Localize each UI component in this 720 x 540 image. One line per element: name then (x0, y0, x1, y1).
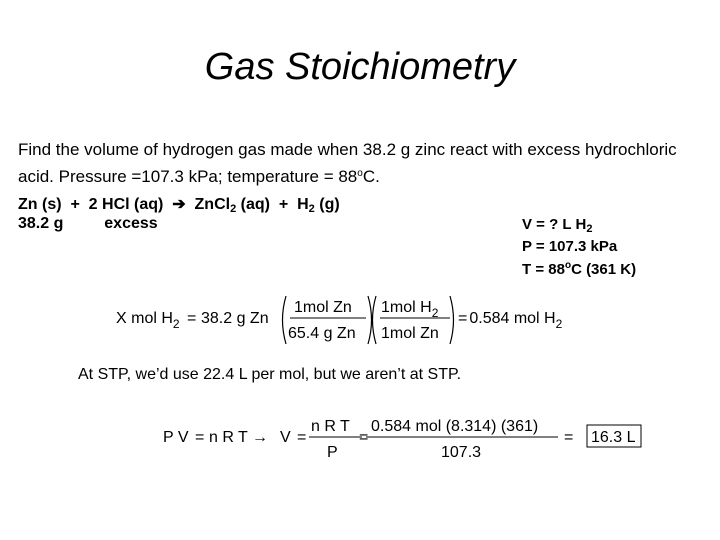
conversion-start: 38.2 g Zn (201, 310, 269, 327)
gas-law-nrt: n R T (209, 429, 248, 446)
zn-mass: 38.2 g (18, 215, 64, 232)
given-volume: V = ? L $H_2$ (522, 216, 593, 235)
frac2-numerator: 0.584 mol (8.314) (361) (371, 418, 539, 435)
paren-right-1 (368, 296, 372, 344)
conversion-result: = 0.584 mol $H_2$ (458, 310, 563, 331)
factor1-numerator: 1mol Zn (294, 299, 352, 316)
factor1-denominator: 65.4 g Zn (288, 325, 356, 342)
page-title: Gas Stoichiometry (204, 46, 516, 88)
gas-law-v: V (280, 429, 291, 446)
balanced-equation: Zn (s) + 2 HCl (aq) ➔ ZnCl$_2$ $(aq) + H_2$ (g) (18, 196, 340, 215)
paren-left-2 (373, 296, 377, 344)
gas-law-equals-2: = (297, 429, 307, 446)
paren-left-1 (283, 296, 287, 344)
given-pressure: P = 107.3 kPa (522, 238, 618, 255)
gas-law-equals-4: = (564, 429, 574, 446)
reactant-zn: Zn (s) (18, 196, 62, 213)
product-zncl2: ZnCl$_2$ (aq) (194, 196, 270, 215)
problem-line-1: Find the volume of hydrogen gas made when 38.2 g zinc react with excess hydrochloric (18, 140, 677, 159)
frac1-numerator: n R T (311, 418, 350, 435)
stp-note: At STP, we’d use 22.4 L per mol, but we aren’t at STP. (78, 366, 462, 383)
implies-arrow-icon: → (252, 429, 268, 446)
conversion-equals: = (187, 310, 197, 327)
conversion-lhs: X mol $H_2$ (116, 310, 180, 331)
paren-right-2 (450, 296, 454, 344)
final-answer: 16.3 L (591, 429, 636, 446)
frac2-denominator: 107.3 (441, 444, 482, 461)
hcl-excess: excess (104, 215, 158, 232)
problem-line-2: acid. Pressure =107.3 kPa; temperature = $88^oC$. (18, 167, 380, 186)
frac1-denominator: P (327, 444, 338, 461)
factor2-numerator: 1mol $H_2$ (381, 299, 439, 320)
reactant-hcl: 2 HCl (aq) (88, 196, 164, 213)
given-temperature: $T = 88^oC$ (361 K) (522, 260, 637, 278)
product-h2: $H_2$ (g) (297, 196, 340, 215)
gas-law-equals-1: = (195, 429, 205, 446)
arrow-icon: ➔ (172, 196, 186, 213)
gas-law-pv: P V (163, 429, 189, 446)
factor2-denominator: 1mol Zn (381, 325, 439, 342)
gas-law-equals-3: = (359, 429, 369, 446)
